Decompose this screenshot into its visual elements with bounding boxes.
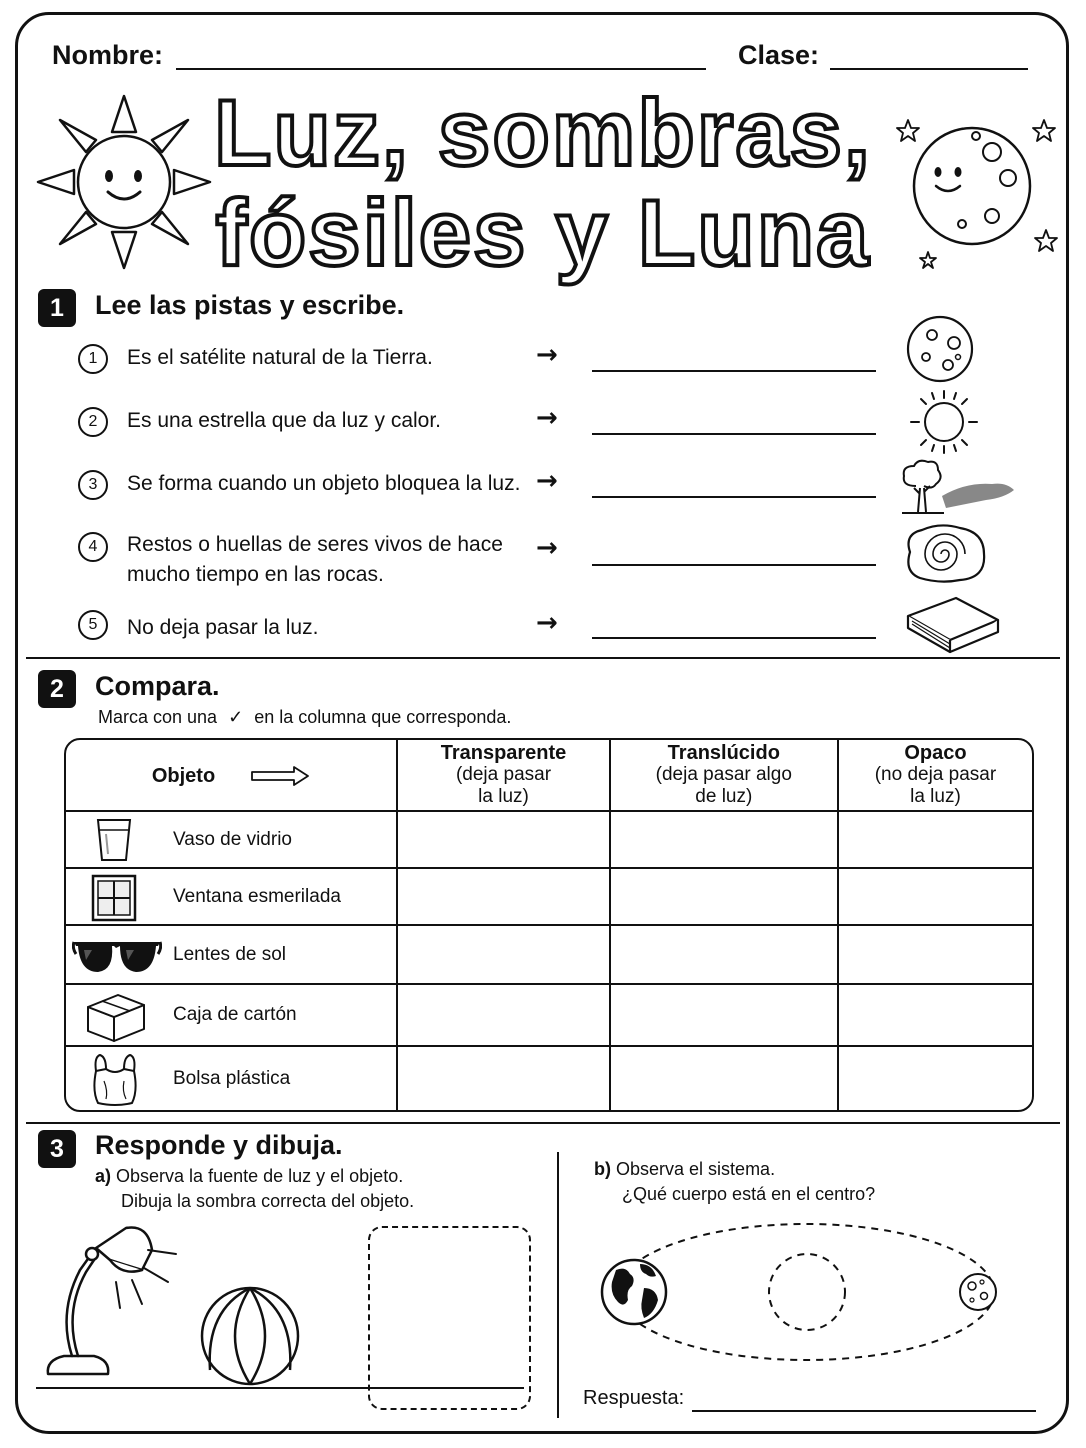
question-b [594,1157,875,1207]
clue-4-number: 4 [78,532,108,562]
clue-1-answer-line[interactable] [592,370,876,372]
question-a-label: a) [95,1166,112,1186]
window-icon [90,873,138,923]
object-name: Bolsa plástica [173,1067,291,1089]
clue-2-text: Es una estrella que da luz y calor. [127,409,442,432]
column-header-desc: la luz) [478,786,529,807]
section-3-number: 3 [38,1130,76,1168]
check-cell-transparent[interactable] [398,926,610,985]
column-header-object [66,740,398,812]
column-header-translucent [611,740,839,812]
column-header-label: Objeto [151,764,216,787]
column-header-desc: (no deja pasar [874,764,997,785]
column-header-opaque [839,740,1032,812]
section-1-title: Lee las pistas y escribe. [95,290,405,320]
clue-4-arrow: → [536,533,558,563]
question-a-text-1: Observa la fuente de luz y el objeto. [116,1166,404,1186]
check-cell-opaque[interactable] [839,1047,1032,1110]
object-name: Lentes de sol [173,943,287,965]
table-row [66,985,1032,1047]
check-cell-transparent[interactable] [398,1047,610,1110]
moon-icon [960,1274,996,1310]
earth-icon [602,1260,666,1324]
check-cell-translucent[interactable] [611,985,839,1047]
ball-icon [202,1288,298,1384]
object-cell [66,869,398,926]
section-2-number: 2 [38,670,76,708]
clue-2-number: 2 [78,407,108,437]
sunglasses-icon [72,934,162,978]
compare-table [64,738,1034,1112]
class-label: Clase: [738,40,820,70]
title-line-2: fósiles y Luna [215,180,871,285]
object-name: Caja de cartón [173,1004,297,1025]
column-header-desc: (deja pasar algo [655,764,792,785]
check-cell-opaque[interactable] [839,985,1032,1047]
column-divider [557,1152,559,1418]
section-2-title: Compara. [95,671,220,701]
column-header-label: Translúcido [667,742,780,764]
section-1-number: 1 [38,289,76,327]
clue-5-arrow: → [536,608,558,638]
section-divider [26,657,1060,659]
column-header-transparent [398,740,610,812]
clue-5-number: 5 [78,610,108,640]
check-cell-translucent[interactable] [611,926,839,985]
name-label: Nombre: [52,40,164,70]
check-cell-opaque[interactable] [839,869,1032,926]
object-cell [66,812,398,869]
object-name: Vaso de vidrio [173,828,292,850]
book-icon [902,594,1002,658]
orbit-system-diagram [596,1218,1016,1368]
clue-5-text: No deja pasar la luz. [127,616,319,639]
check-cell-translucent[interactable] [611,812,839,869]
answer-line[interactable] [692,1410,1036,1412]
check-cell-transparent[interactable] [398,985,610,1047]
box-icon [84,991,148,1043]
instruction-text: en la columna que corresponda. [254,707,512,727]
clue-4-answer-line[interactable] [592,564,876,566]
center-body-placeholder [769,1254,845,1330]
instruction-text: Marca con una [98,707,218,727]
clue-4-text-line-2: mucho tiempo en las rocas. [127,563,384,586]
shadow-drawing-box[interactable] [368,1226,531,1410]
section-3-title: Responde y dibuja. [95,1130,343,1160]
moon-icon [904,313,976,385]
table-row [66,812,1032,869]
question-b-text-1: Observa el sistema. [616,1159,776,1179]
name-answer-line[interactable] [176,68,706,70]
column-header-desc: de luz) [695,786,753,807]
object-cell [66,1047,398,1110]
clue-5-answer-line[interactable] [592,637,876,639]
arrow-right-icon [250,765,310,787]
clue-2-answer-line[interactable] [592,433,876,435]
glass-icon [94,816,134,864]
sun-icon [34,92,214,272]
table-row [66,926,1032,985]
clue-3-number: 3 [78,470,108,500]
check-cell-transparent[interactable] [398,812,610,869]
column-header-desc: la luz) [910,786,961,807]
check-cell-transparent[interactable] [398,869,610,926]
clue-4-text-line-1: Restos o huellas de seres vivos de hace [127,533,503,556]
checkmark-icon: ✓ [228,707,244,727]
clue-3-answer-line[interactable] [592,496,876,498]
clue-1-number: 1 [78,344,108,374]
tree-shadow-icon [896,458,1016,518]
clue-3-arrow: → [536,466,558,496]
question-a [95,1164,414,1214]
answer-label: Respuesta: [583,1387,685,1409]
fossil-icon [900,522,990,586]
table-row [66,869,1032,926]
clue-1-text: Es el satélite natural de la Tierra. [127,346,433,369]
question-b-text-2: ¿Qué cuerpo está en el centro? [622,1184,876,1204]
check-cell-translucent[interactable] [611,1047,839,1110]
title-line-1: Luz, sombras, [213,80,873,185]
column-header-label: Transparente [440,742,567,764]
clue-3-text: Se forma cuando un objeto bloquea la luz. [127,472,521,495]
question-b-label: b) [594,1159,611,1179]
lamp-icon [48,1227,152,1374]
clue-1-arrow: → [536,340,558,370]
clue-2-arrow: → [536,403,558,433]
check-cell-opaque[interactable] [839,812,1032,869]
moon-icon [896,112,1066,272]
sun-icon [906,388,982,456]
column-header-label: Opaco [904,742,967,764]
class-answer-line[interactable] [830,68,1028,70]
object-cell [66,985,398,1047]
check-cell-translucent[interactable] [611,869,839,926]
object-name: Ventana esmerilada [173,885,341,907]
column-header-desc: (deja pasar [455,764,552,785]
object-cell [66,926,398,985]
section-divider [26,1122,1060,1124]
section-2-instruction [98,707,511,728]
table-row [66,1047,1032,1110]
check-cell-opaque[interactable] [839,926,1032,985]
question-a-text-2: Dibuja la sombra correcta del objeto. [121,1191,415,1211]
plastic-bag-icon [90,1051,140,1107]
